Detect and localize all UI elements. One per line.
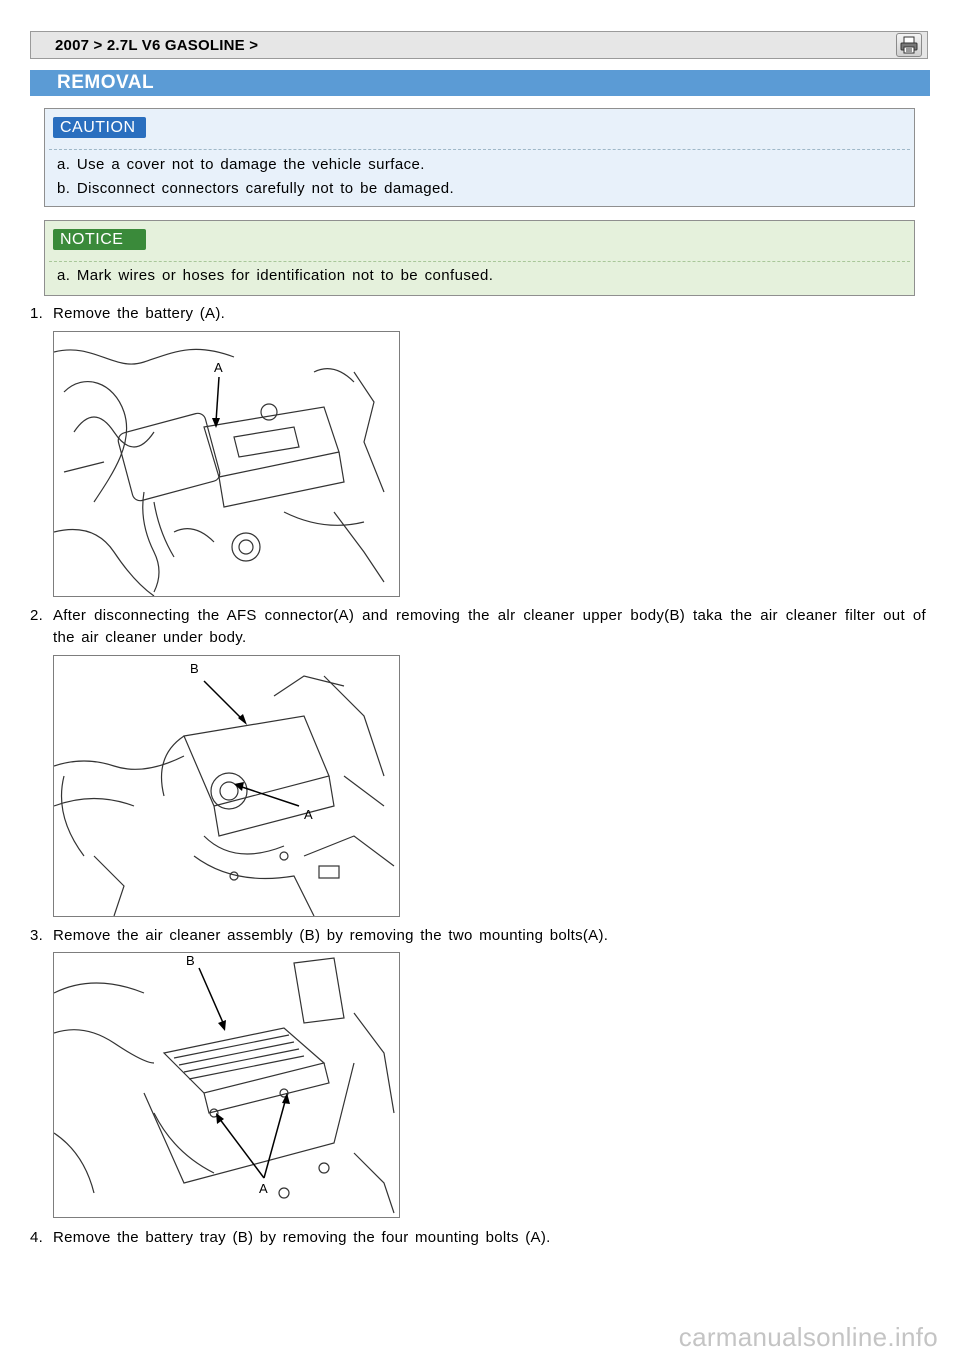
notice-item: a. Mark wires or hoses for identification not to be confused. bbox=[57, 267, 494, 284]
step-number: 3. bbox=[30, 927, 44, 944]
print-button[interactable] bbox=[896, 33, 922, 57]
step-number: 4. bbox=[30, 1229, 44, 1246]
step-number: 2. bbox=[30, 607, 44, 624]
battery-figure bbox=[53, 331, 400, 597]
step-2 bbox=[30, 605, 53, 627]
step-text: Remove the battery tray (B) by removing the four mounting bolts (A). bbox=[53, 1229, 551, 1246]
section-title: REMOVAL bbox=[57, 72, 155, 93]
callout-label: B bbox=[190, 661, 199, 676]
breadcrumb[interactable]: 2007 > 2.7L V6 GASOLINE > bbox=[55, 37, 259, 54]
step-text: Remove the battery (A). bbox=[53, 305, 226, 322]
notice-badge: NOTICE bbox=[53, 229, 146, 250]
caution-item: a. Use a cover not to damage the vehicle surface. bbox=[57, 156, 425, 173]
step-number: 1. bbox=[30, 305, 44, 322]
breadcrumb-bar bbox=[30, 31, 928, 59]
step-text: Remove the air cleaner assembly (B) by removing the two mounting bolts(A). bbox=[53, 927, 609, 944]
callout-label: A bbox=[214, 360, 223, 375]
callout-label: A bbox=[259, 1181, 268, 1196]
step-3 bbox=[30, 925, 608, 947]
caution-box bbox=[44, 108, 915, 207]
air-cleaner-assembly-figure bbox=[53, 952, 400, 1218]
notice-box bbox=[44, 220, 915, 296]
step-2-text: After disconnecting the AFS connector(A) and removing the alr cleaner upper body(B) taka the air cleaner filter out of the air cleaner under body. bbox=[53, 607, 926, 646]
step-1 bbox=[30, 303, 225, 325]
step-4 bbox=[30, 1227, 551, 1249]
callout-label: B bbox=[186, 953, 195, 968]
printer-icon bbox=[900, 36, 918, 54]
divider bbox=[49, 149, 910, 150]
section-header bbox=[30, 70, 930, 96]
air-cleaner-figure bbox=[53, 655, 400, 917]
caution-item: b. Disconnect connectors carefully not to be damaged. bbox=[57, 180, 455, 197]
divider bbox=[49, 261, 910, 262]
caution-badge: CAUTION bbox=[53, 117, 146, 138]
watermark: carmanualsonline.info bbox=[678, 1322, 938, 1352]
callout-label: A bbox=[304, 807, 313, 822]
